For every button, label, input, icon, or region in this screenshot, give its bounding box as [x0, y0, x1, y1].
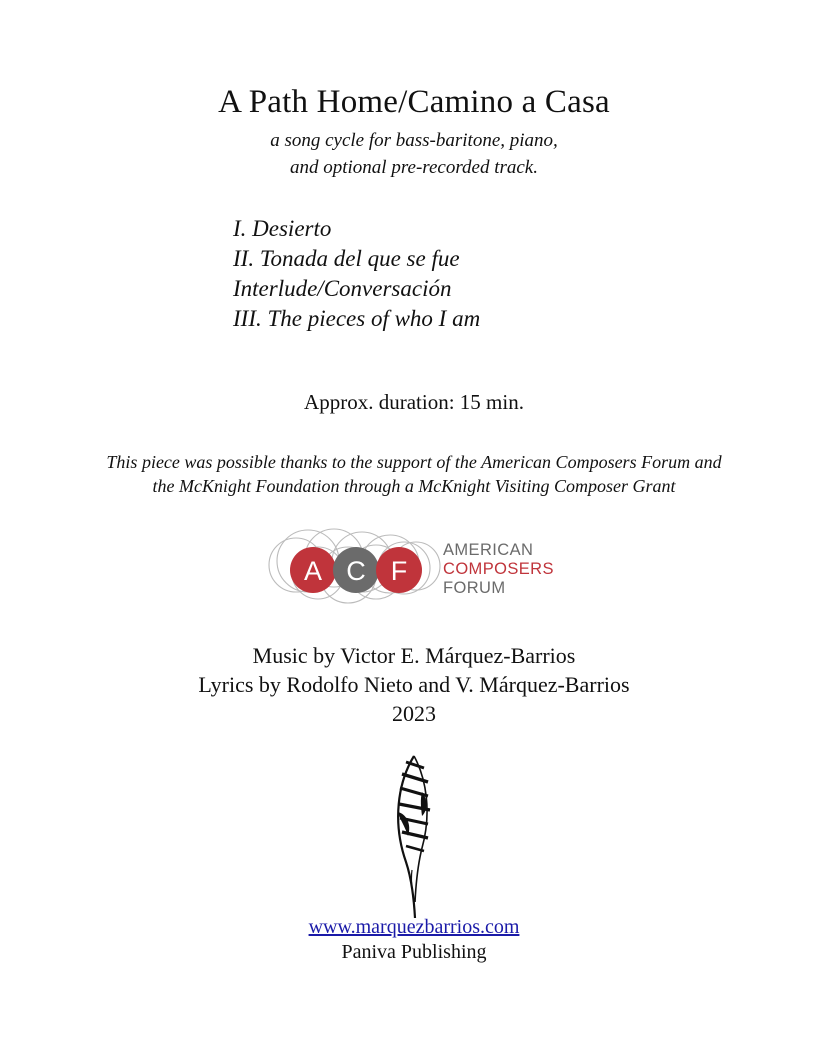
acknowledgment-line-2: the McKnight Foundation through a McKnight Visiting Composer Grant [152, 476, 676, 496]
credits-block [0, 641, 828, 728]
logo-text-forum: FORUM [443, 579, 506, 597]
quill-staff-icon [388, 752, 440, 920]
publisher-name: Paniva Publishing [341, 941, 487, 963]
subtitle-line-1: a song cycle for bass-baritone, piano, [270, 130, 558, 151]
movement-item: I. Desierto [233, 216, 332, 241]
logo-text-american: AMERICAN [443, 541, 534, 559]
website-link[interactable]: www.marquezbarrios.com [308, 916, 520, 938]
subtitle-line-2: and optional pre-recorded track. [289, 157, 538, 178]
acf-logo-text [443, 541, 554, 598]
movement-item: III. The pieces of who I am [233, 306, 481, 331]
logo-text-composers: COMPOSERS [443, 560, 554, 578]
page-title: A Path Home/Camino a Casa [218, 84, 610, 120]
website-link-container [0, 916, 828, 939]
music-credit: Music by Victor E. Márquez-Barrios [252, 643, 576, 668]
lyrics-credit: Lyrics by Rodolfo Nieto and V. Márquez-Barrios [198, 672, 630, 697]
logo-letter-f: F [390, 556, 408, 586]
acknowledgment-line-1: This piece was possible thanks to the support of the American Composers Forum and [106, 452, 722, 472]
movement-item: II. Tonada del que se fue [233, 246, 460, 271]
movement-list [233, 214, 480, 334]
duration-text: Approx. duration: 15 min. [304, 390, 524, 414]
logo-letter-c: C [346, 556, 366, 586]
movement-item: Interlude/Conversación [233, 276, 452, 301]
year: 2023 [392, 701, 436, 726]
logo-letter-a: A [303, 556, 323, 586]
